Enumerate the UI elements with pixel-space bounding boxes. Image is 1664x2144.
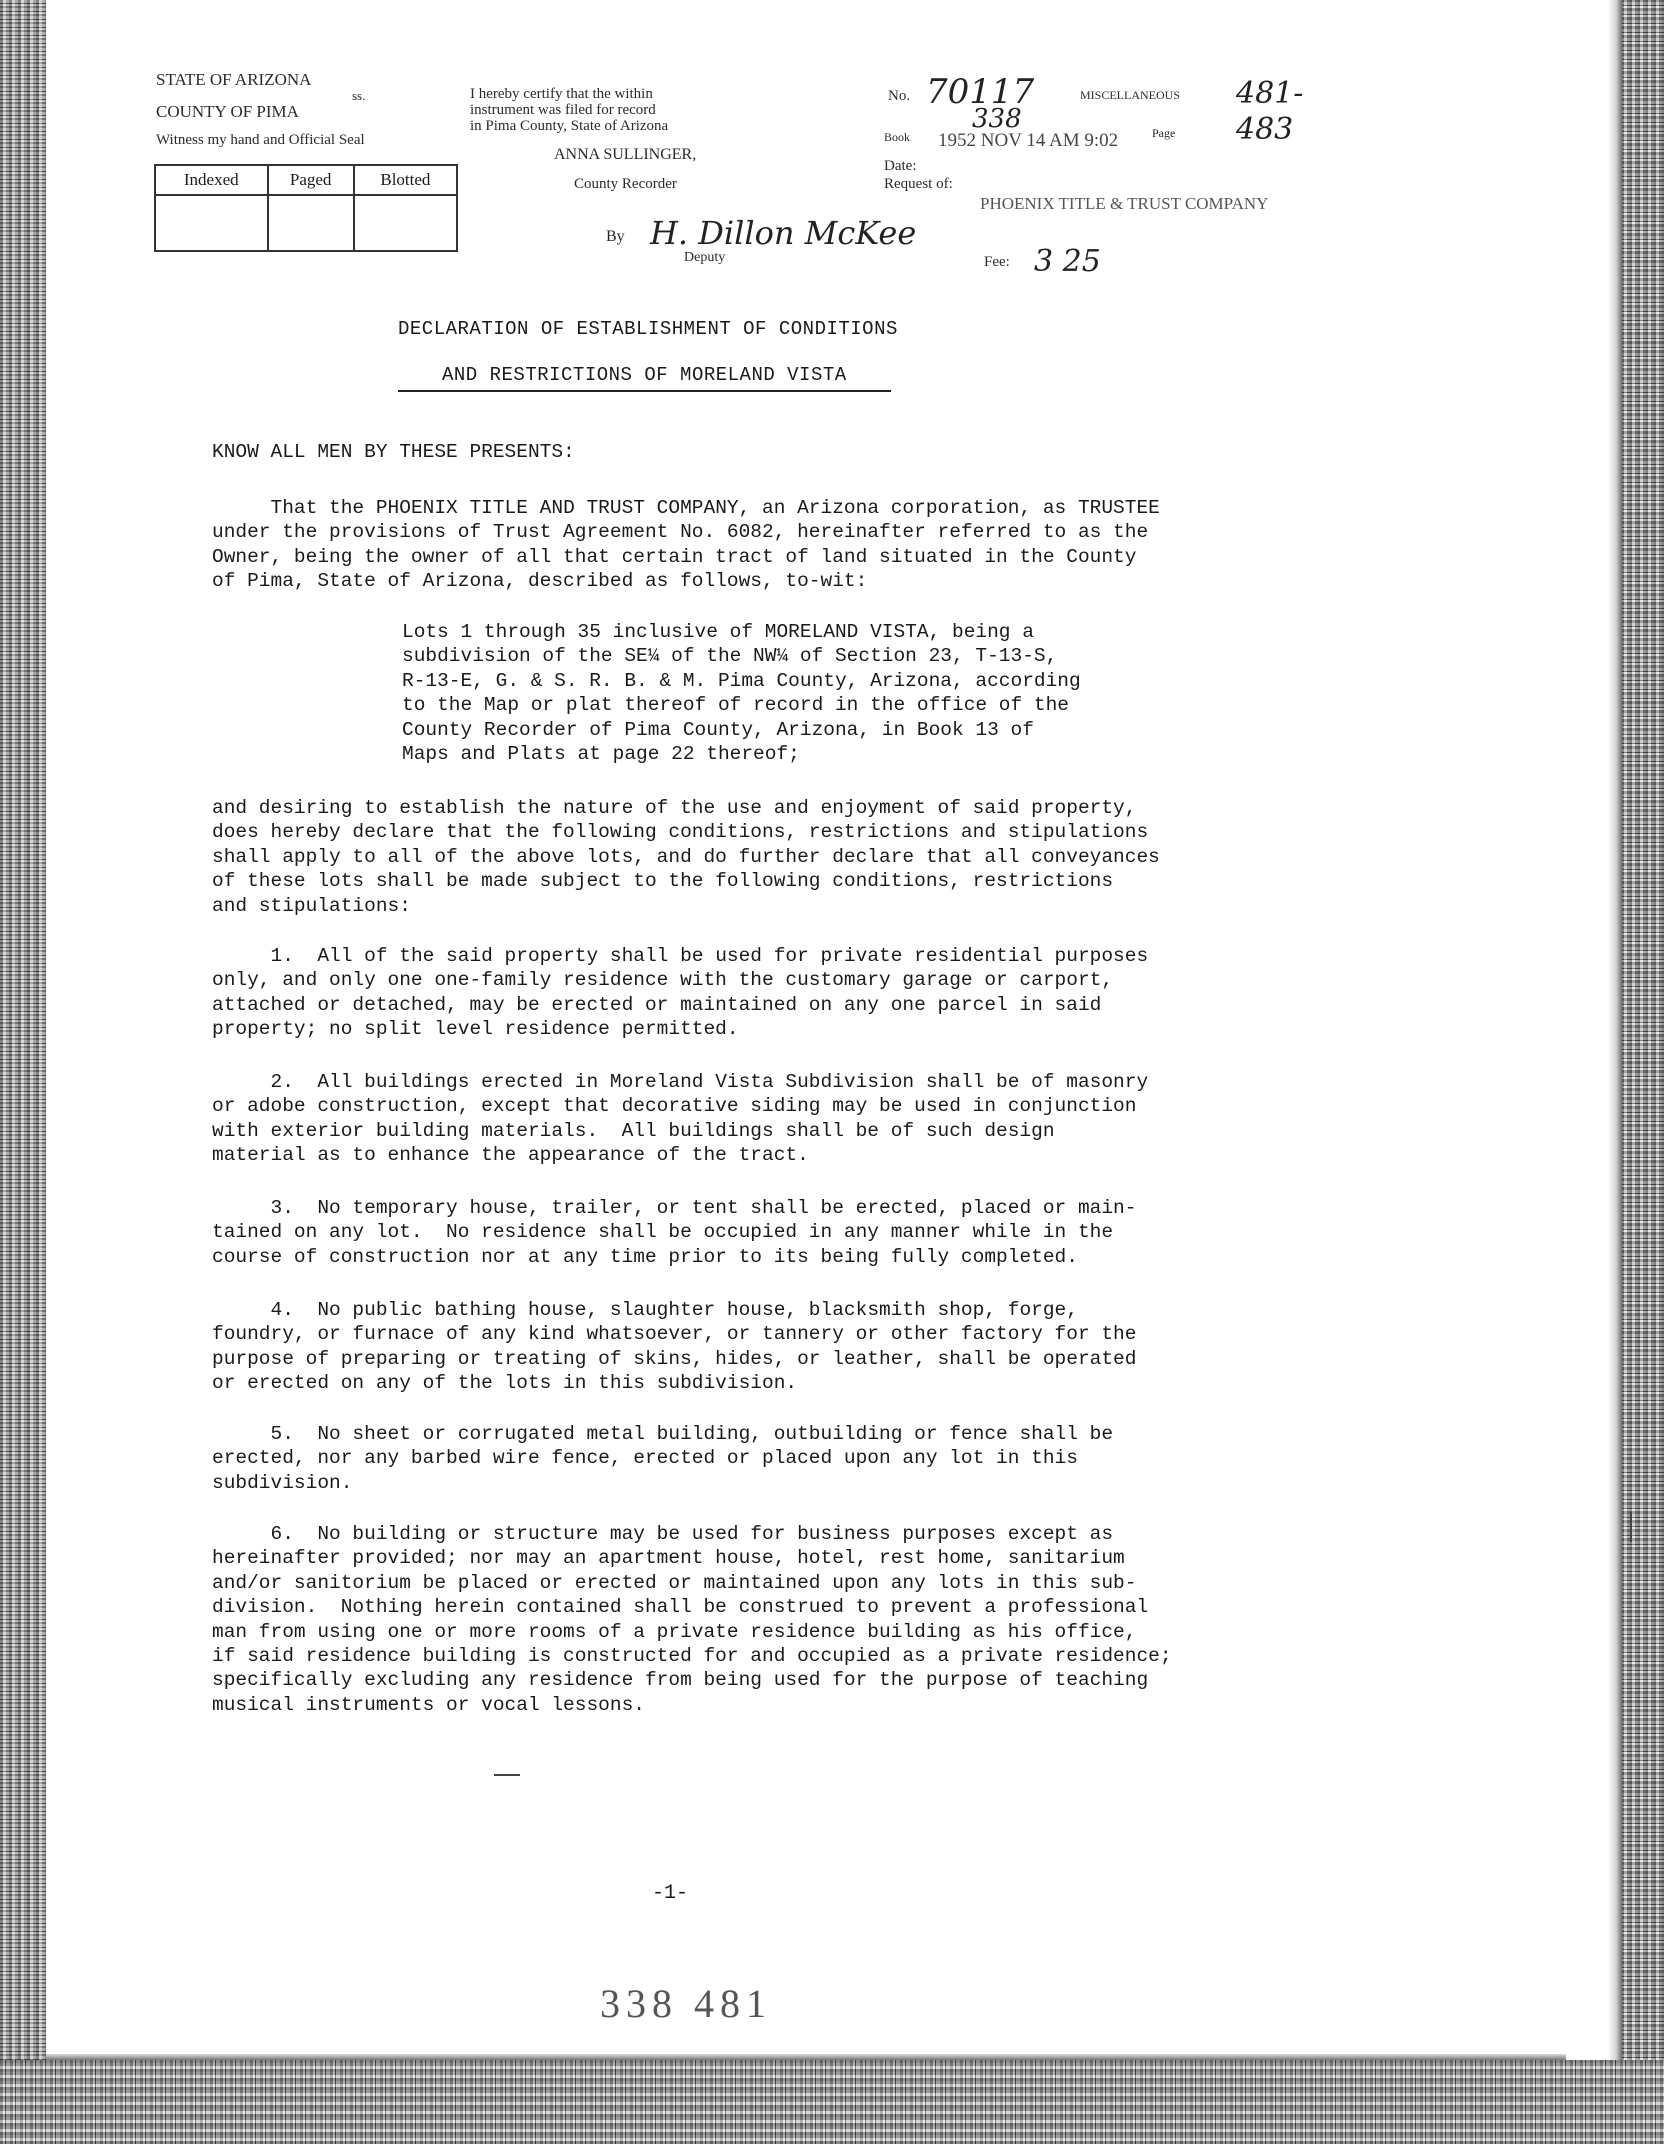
document-title-line-1: DECLARATION OF ESTABLISHMENT OF CONDITIONS bbox=[398, 318, 898, 340]
request-party: PHOENIX TITLE & TRUST COMPANY bbox=[980, 194, 1269, 213]
book-page-stamp: 338 481 bbox=[600, 1981, 772, 2026]
fee-label: Fee: bbox=[984, 254, 1010, 270]
clause-6: 6. No building or structure may be used for business purposes except as hereinafter provided; nor may an apartment house, hotel, rest home, sanitarium and/or sanitorium be placed or erected or maintained upon any lots in this sub- division. Nothing herein contained shall be construed to prevent a professional man from using one or more rooms of a private residence building as his office, if said residence building is constructed for and occupied as a private residence; specifically excluding any residence from being used for the purpose of teaching musical instruments or vocal lessons. bbox=[212, 1523, 1172, 1716]
ss-label: ss. bbox=[352, 88, 366, 103]
misc-label: MISCELLANEOUS bbox=[1080, 88, 1181, 102]
paged-cell bbox=[268, 195, 354, 251]
deputy-label: Deputy bbox=[684, 250, 726, 265]
page-number-handwritten: 483 bbox=[1236, 112, 1294, 147]
margin-tick bbox=[1630, 1512, 1632, 1542]
clause-2: 2. All buildings erected in Moreland Vista Subdivision shall be of masonry or adobe construction, except that decorative siding may be used in conjunction with exterior building materials. All buildings shall be of such design material as to enhance the appearance of the tract. bbox=[212, 1071, 1149, 1167]
page-label: Page bbox=[1152, 126, 1176, 140]
scan-shadow-right bbox=[1608, 0, 1622, 2144]
date-label: Date: bbox=[884, 158, 917, 174]
scan-border-bottom bbox=[0, 2060, 1664, 2144]
certify-line-2: instrument was filed for record bbox=[470, 102, 656, 118]
separator-dash bbox=[494, 1774, 520, 1776]
blotted-header: Blotted bbox=[354, 165, 457, 195]
desiring-paragraph: and desiring to establish the nature of the use and enjoyment of said property, does hereby declare that the following conditions, restrictions and stipulations shall apply to all of the above lots, and do further declare that all conveyances of these lots shall be made subject to the following conditions, restrictions and stipulations: bbox=[212, 797, 1160, 917]
recorder-title: County Recorder bbox=[574, 176, 677, 192]
book-number: 338 bbox=[972, 104, 1022, 134]
request-label: Request of: bbox=[884, 176, 953, 192]
blotted-cell bbox=[354, 195, 457, 251]
recorder-name: ANNA SULLINGER, bbox=[554, 146, 697, 163]
indexed-header: Indexed bbox=[155, 165, 268, 195]
recording-index-table bbox=[154, 164, 458, 252]
scan-border-left bbox=[0, 0, 46, 2144]
intro-paragraph: That the PHOENIX TITLE AND TRUST COMPANY, an Arizona corporation, as TRUSTEE under the provisions of Trust Agreement No. 6082, hereinafter referred to as the Owner, being the owner of all that certain tract of land situated in the County of Pima, State of Arizona, described as follows, to-wit: bbox=[212, 497, 1160, 593]
certify-line-1: I hereby certify that the within bbox=[470, 86, 653, 102]
by-label: By bbox=[606, 228, 625, 245]
clause-5: 5. No sheet or corrugated metal building, outbuilding or fence shall be erected, nor any barbed wire fence, erected or placed upon any lot in this subdivision. bbox=[212, 1423, 1114, 1494]
date-stamp: 1952 NOV 14 AM 9:02 bbox=[938, 130, 1119, 151]
certify-line-3: in Pima County, State of Arizona bbox=[470, 118, 669, 134]
page-number: -1- bbox=[652, 1882, 689, 1905]
paged-header: Paged bbox=[268, 165, 354, 195]
deputy-signature: H. Dillon McKee bbox=[650, 214, 917, 252]
scan-border-right bbox=[1622, 0, 1664, 2144]
indexed-cell bbox=[155, 195, 268, 251]
state-label: STATE OF ARIZONA bbox=[156, 70, 312, 89]
misc-pages: 481- bbox=[1236, 76, 1304, 111]
document-title-line-2: AND RESTRICTIONS OF MORELAND VISTA bbox=[398, 364, 891, 392]
clause-1: 1. All of the said property shall be used for private residential purposes only, and only one one-family residence with the customary garage or carport, attached or detached, may be erected or maintained on any one parcel in said property; no split level residence permitted. bbox=[212, 945, 1149, 1041]
county-label: COUNTY OF PIMA bbox=[156, 102, 299, 121]
clause-4: 4. No public bathing house, slaughter house, blacksmith shop, forge, foundry, or furnace of any kind whatsoever, or tannery or other factory for the purpose of preparing or treating of skins, hides, or leather, shall be operated or erected on any of the lots in this subdivision. bbox=[212, 1299, 1137, 1395]
document-number: 70117 bbox=[926, 72, 1035, 112]
legal-description: Lots 1 through 35 inclusive of MORELAND VISTA, being a subdivision of the SE¼ of the NW¼ of Section 23, T-13-S, R-13-E, G. & S. R. B. & M. Pima County, Arizona, according to the Map or plat thereof of record in the office of the County Recorder of Pima County, Arizona, in Book 13 of Maps and Plats at page 22 thereof; bbox=[402, 621, 1081, 766]
fee-value: 3 25 bbox=[1034, 244, 1101, 279]
book-label: Book bbox=[884, 130, 911, 144]
salutation: KNOW ALL MEN BY THESE PRESENTS: bbox=[212, 441, 575, 463]
no-label: No. bbox=[888, 88, 911, 104]
witness-label: Witness my hand and Official Seal bbox=[156, 132, 365, 148]
clause-3: 3. No temporary house, trailer, or tent shall be erected, placed or main- tained on any lot. No residence shall be occupied in any manner while in the course of construction nor at any time prior to its being fully completed. bbox=[212, 1197, 1137, 1268]
